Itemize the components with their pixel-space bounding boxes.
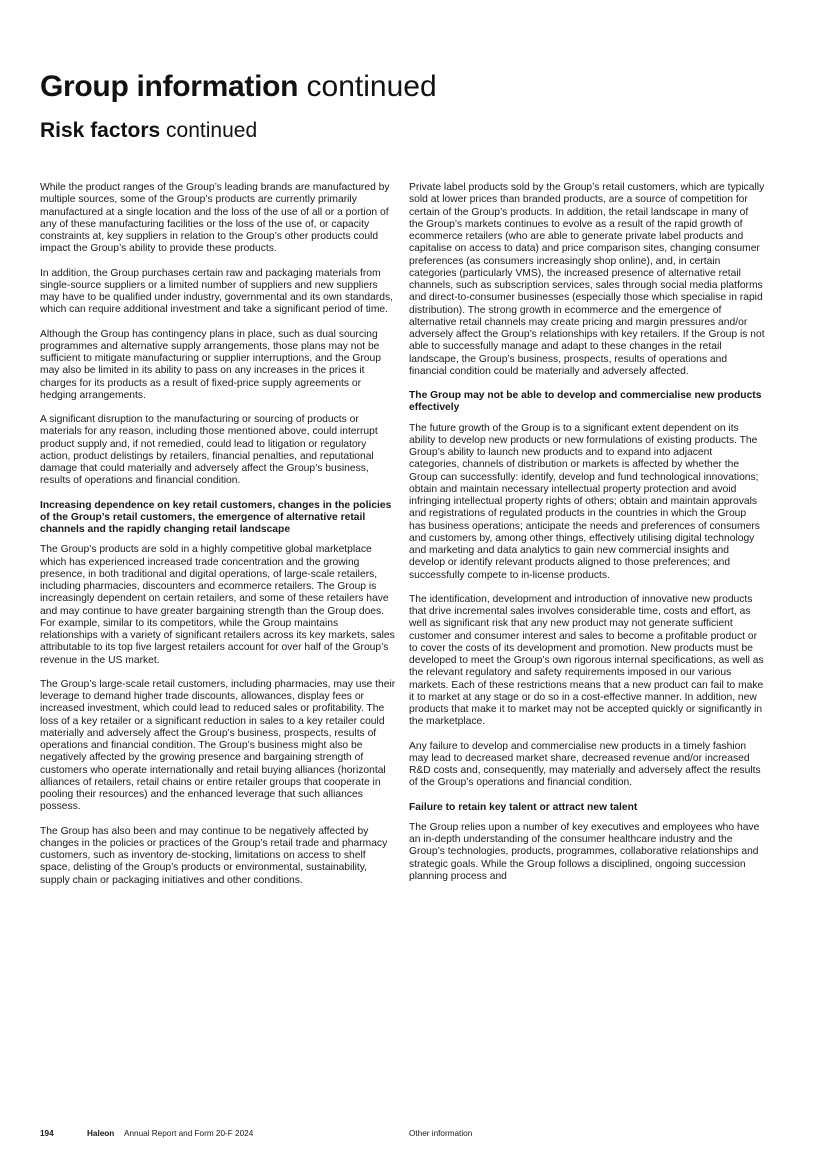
left-column xyxy=(40,182,396,899)
paragraph-private-label: Private label products sold by the Group’s retail customers, which are typically sold at lower prices than branded products, are a source of competition for certain of the Group’s products. In addition, the retail landscape in many of the Group’s markets continues to evolve as a result of the rapid growth of ecommerce retailers (who are able to generate private label products and capitalise on access to data) and price comparison sites, changing consumer preferences (as consumers increasingly shop online), and, in certain categories (particularly VMS), the increased presence of alternative retail channels, such as subscription services, sales through social media platforms and direct-to-consumer businesses (especially those which specialise in rapid distribution). The strong growth in ecommerce and the emergence of alternative retail channels may create pricing and margin pressures and/or adversely affect the Group’s relationships with key retailers. If the Group is not able to successfully manage and adapt to these changes in the retail landscape, the Group’s business, prospects, results of operations and financial condition could be materially and adversely affected. xyxy=(409,182,765,377)
paragraph-commercialise-failure: Any failure to develop and commercialise new products in a timely fashion may lead to decreased market share, decreased revenue and/or increased R&D costs and, consequently, may materially and adversely affect the results of the Group’s operations and financial condition. xyxy=(409,740,761,789)
paragraph-key-executives: The Group relies upon a number of key executives and employees who have an in-depth understanding of the consumer healthcare industry and the Group’s technologies, products, programmes, collaborative relationships and strategic goals. While the Group follows a disciplined, ongoing succession planning process and xyxy=(409,821,760,882)
footer-section-name: Other information xyxy=(409,1129,473,1138)
heading-retail-customers: Increasing dependence on key retail customers, changes in the policies of the Group’s retail customers, the emergence of alternative retail channels and the rapidly changing retail landscape xyxy=(40,499,392,535)
paragraph-retail-policies: The Group has also been and may continue to be negatively affected by changes in the policies or practices of the Group’s retail trade and pharmacy customers, such as inventory de-stocking, limitations on access to shelf space, delisting of the Group’s products or environmental, sustainability, supply chain or packaging initiatives and other conditions. xyxy=(40,825,388,886)
page-title-main: Group information xyxy=(40,70,299,103)
brand-name: Haleon xyxy=(87,1129,115,1138)
paragraph-contingency-plans: Although the Group has contingency plans in place, such as dual sourcing programmes and alternative supply arrangements, those plans may not be sufficient to mitigate manufacturing or supplier interruptions, and the Group may also be limited in its ability to pass on any increases in the prices it charges for its products as a result of fixed-price supply agreements or hedging arrangements. xyxy=(40,328,381,401)
document-title: Annual Report and Form 20-F 2024 xyxy=(124,1129,254,1138)
section-title-continued: continued xyxy=(160,119,258,142)
paragraph-supply-disruption: A significant disruption to the manufacturing or sourcing of products or materials for any reason, including those mentioned above, could interrupt product supply and, if not remedied, could lead to litigation or regulatory action, product delistings by retailers, financial penalties, and reputational damage that could materially and adversely affect the Group’s business, results of operations and financial condition. xyxy=(40,414,378,487)
paragraph-single-source-suppliers: In addition, the Group purchases certain raw and packaging materials from single-source suppliers or a limited number of suppliers and new suppliers may have to be qualified under industry, governmental and its own standards, which can require additional investment and take a significant period of time. xyxy=(40,267,393,316)
heading-key-talent: Failure to retain key talent or attract new talent xyxy=(409,801,638,813)
section-title xyxy=(40,117,257,145)
page-title xyxy=(40,68,437,106)
page-number: 194 xyxy=(40,1129,54,1138)
paragraph-innovation-risk: The identification, development and introduction of innovative new products that drive incremental sales involves considerable time, costs and effort, as well as significant risk that any new product may not generate sufficient customer and consumer interest and sales to become a profitable product or to cover the costs of its development and promotion. New products must be developed to meet the Group’s own rigorous internal specifications, as well as the relevant regulatory and safety requirements imposed in our various markets. Each of these restrictions means that a new product can fail to make it to market at any stage or do so in a cost-effective manner. In addition, new products that make it to market may not be accepted quickly or significantly in the marketplace. xyxy=(409,593,764,728)
section-title-main: Risk factors xyxy=(40,119,161,142)
paragraph-retailer-leverage: The Group’s large-scale retail customers, including pharmacies, may use their leverage to demand higher trade discounts, allowances, display fees or increased investment, which could lead to reduced sales or profitability. The loss of a key retailer or a significant reduction in sales to a key retailer could materially and adversely affect the Group’s business, prospects, results of operations and financial condition. The Group’s business might also be negatively affected by the growing presence and bargaining strength of customers who operate internationally and retail buying alliances (horizontal alliances of retailers, retail chains or entire retailer groups that cooperate in pooling their resources) and the enhanced leverage that such alliances possess. xyxy=(40,678,396,813)
paragraph-manufacturing-sources: While the product ranges of the Group’s leading brands are manufactured by multiple sources, some of the Group’s products are currently primarily manufactured at a single location and the loss of the use of all or a portion of any of these manufacturing facilities or the loss of the use of, or capacity constraints at, key suppliers in relation to the Group’s other products could impact the Group’s ability to provide these products. xyxy=(40,182,390,255)
page-title-continued: continued xyxy=(298,70,437,103)
paragraph-future-growth: The future growth of the Group is to a significant extent dependent on its ability to develop new products or new formulations of existing products. The Group’s ability to launch new products and to expand into adjacent categories, channels of distribution or markets is affected by whether the Group can successfully: identify, develop and fund technological innovations; obtain and maintain necessary intellectual property protection and avoid infringing intellectual property rights of others; obtain and maintain approvals and registrations of regulated products in the countries in which the Group has business operations; anticipate the needs and preferences of consumers and customers by, among other things, effectively utilising digital technology and marketing and data analytics to gain new commercial insights and develop or identify relevant products aligned to those preferences; and successfully compete to in-license products. xyxy=(409,422,760,581)
paragraph-competitive-marketplace: The Group’s products are sold in a highly competitive global marketplace which has experienced increased trade concentration and the growing presence, in both traditional and digital operations, of large-scale retailers, including pharmacies, discounters and ecommerce retailers. The Group is increasingly dependent on certain retailers, and some of these retailers have and may continue to have greater bargaining strength than the Group does. For example, similar to its competitors, while the Group maintains relationships with a variety of significant retailers across its key markets, sales attributable to its top five largest retailers account for over half of the Group’s revenue in the US market. xyxy=(40,544,395,666)
right-column xyxy=(409,182,765,895)
heading-new-products: The Group may not be able to develop and commercialise new products effectively xyxy=(409,390,762,414)
